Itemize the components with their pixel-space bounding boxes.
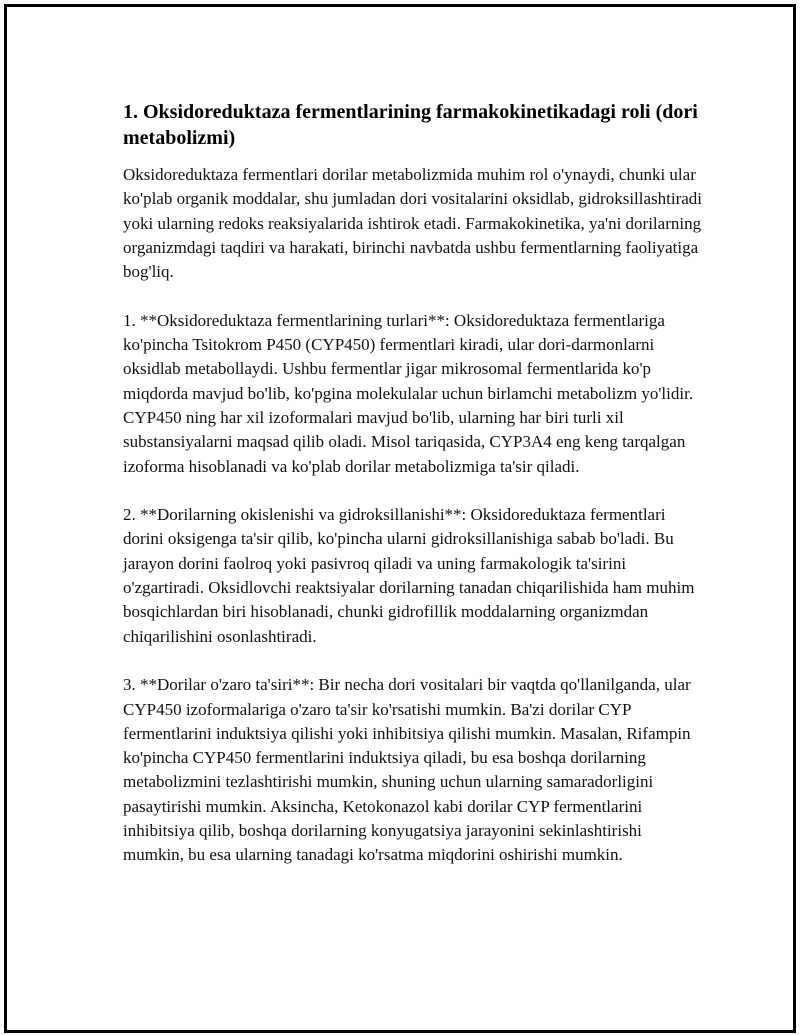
paragraph-enzyme-types: 1. **Oksidoreduktaza fermentlarining turlari**: Oksidoreduktaza fermentlariga ko'pincha Tsitokrom P450 (CYP450) fermentlari kiradi, ular dori-darmonlarni oksidlab metabollaydi. Ushbu fermentlar jigar mikrosomal fermentlarida ko'p miqdorda mavjud bo'lib, ko'pgina molekulalar uchun birlamchi metabolizm yo'lidir. CYP450 ning har xil izoformalari mavjud bo'lib, ularning har biri turli xil substansiyalarni maqsad qilib oladi. Misol tariqasida, CYP3A4 eng keng tarqalgan izoforma hisoblanadi va ko'plab dorilar metabolizmiga ta'sir qiladi. [123, 310, 694, 476]
document-body [123, 99, 703, 892]
intro-paragraph: Oksidoreduktaza fermentlari dorilar metabolizmida muhim rol o'ynaydi, chunki ular ko'plab organik moddalar, shu jumladan dori vositalarini oksidlab, gidroksillashtiradi yoki ularning redoks reaksiyalarida ishtirok etadi. Farmakokinetika, ya'ni dorilarning organizmdagi taqdiri va harakati, birinchi navbatda ushbu fermentlarning faoliyatiga bog'liq. [123, 165, 703, 282]
document-title: 1. Oksidoreduktaza fermentlarining farmakokinetikadagi roli (dori metabolizmi) [123, 101, 698, 149]
paragraph-drug-interactions: 3. **Dorilar o'zaro ta'siri**: Bir necha dori vositalari bir vaqtda qo'llanilganda, ular CYP450 izoformalariga o'zaro ta'sir ko'rsatishi mumkin. Ba'zi dorilar CYP fermentlarini induktsiya qilishi yoki inhibitsiya qilishi mumkin. Masalan, Rifampin ko'pincha CYP450 fermentlarini induktsiya qiladi, bu esa boshqa dorilarning metabolizmini tezlashtirishi mumkin, shuning uchun ularning samaradorligini pasaytirishi mumkin. Aksincha, Ketokonazol kabi dorilar CYP fermentlarini inhibitsiya qilib, boshqa dorilarning konyugatsiya jarayonini sekinlashtirishi mumkin, bu esa ularning tanadagi ko'rsatma miqdorini oshirishi mumkin. [123, 675, 691, 865]
page-frame [4, 4, 796, 1033]
paragraph-oxidation-hydroxylation: 2. **Dorilarning okislenishi va gidroksillanishi**: Oksidoreduktaza fermentlari dorini oksigenga ta'sir qilib, ko'pincha ularni gidroksillanishiga sabab bo'ladi. Bu jarayon dorini faolroq yoki pasivroq qiladi va uning farmakologik ta'sirini o'zgartiradi. Oksidlovchi reaktsiyalar dorilarning tanadan chiqarilishida ham muhim bosqichlardan biri hisoblanadi, chunki gidrofillik moddalarning organizmdan chiqarilishini osonlashtiradi. [123, 505, 695, 646]
